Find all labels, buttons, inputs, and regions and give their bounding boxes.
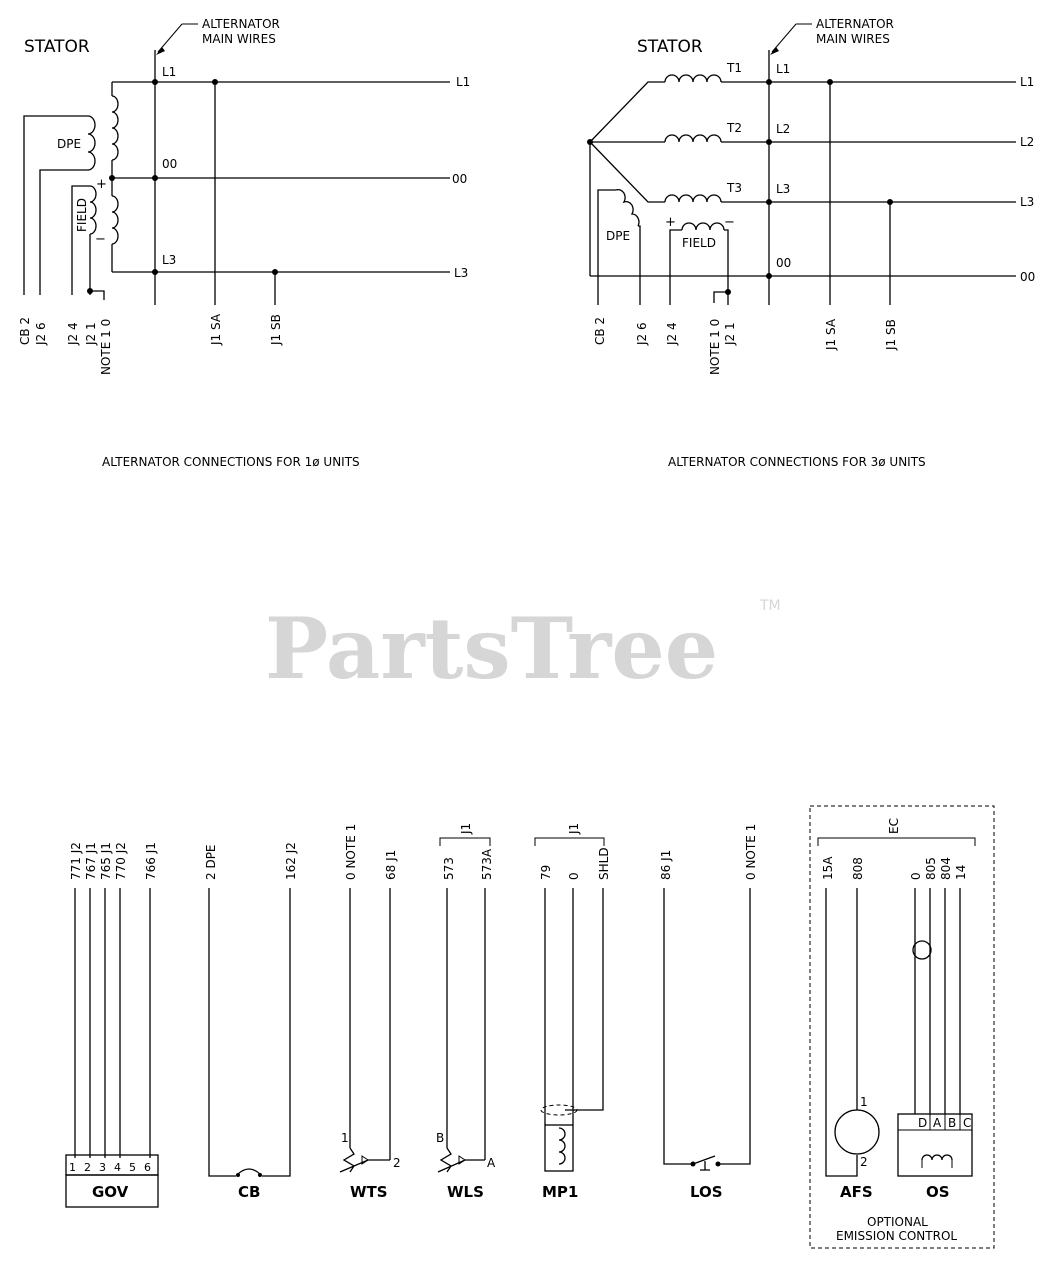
terminal-j2-1-3ph: J2 1: [723, 322, 737, 345]
l2-end-label-3ph: L2: [1020, 135, 1035, 149]
os-pin: D: [918, 1116, 928, 1130]
t2-label: T2: [727, 121, 742, 135]
gov-wire-label: 765 J1: [99, 842, 113, 880]
t1-label: T1: [727, 61, 742, 75]
os-pin: C: [963, 1116, 972, 1130]
caption-1ph: ALTERNATOR CONNECTIONS FOR 1ø UNITS: [102, 455, 360, 469]
junction: [152, 175, 158, 181]
wts-wire-label: 68 J1: [384, 849, 398, 880]
gov-pin: 1: [69, 1161, 76, 1174]
terminal-note-1ph: NOTE 1 0: [99, 318, 113, 375]
ec-group-label: EC: [887, 818, 901, 834]
arrow-head-1ph: [156, 47, 165, 55]
t1-wire: [590, 82, 665, 142]
os-wire-label: 0: [909, 872, 923, 880]
field-minus-3ph: −: [724, 215, 735, 230]
field-plus-1ph: +: [96, 177, 107, 192]
dpe-label-3ph: DPE: [606, 229, 631, 243]
los-wire-label: 86 J1: [659, 849, 673, 880]
mp1-group-label: J1: [567, 822, 581, 834]
terminal-cb2-3ph: CB 2: [593, 316, 607, 345]
wls-arrow: [459, 1156, 465, 1164]
cb-wire-label: 2 DPE: [204, 844, 218, 880]
terminal-j2-4-1ph: J2 4: [66, 322, 80, 345]
cb-label: CB: [238, 1183, 261, 1201]
l3-label-1ph: L3: [162, 253, 177, 267]
terminal-j1-sa-1ph: J1 SA: [209, 313, 223, 345]
contact: [716, 1162, 721, 1167]
gov-pin: 3: [99, 1161, 106, 1174]
l3-label-3ph: L3: [776, 182, 791, 196]
terminal-j1-sa-3ph: J1 SA: [824, 318, 838, 350]
junction: [766, 79, 772, 85]
wls-group-label: J1: [459, 822, 473, 834]
mp1-shield-wire: [565, 888, 603, 1110]
dpe-wire-3ph: [638, 226, 640, 305]
l1-end-label-1ph: L1: [456, 75, 471, 89]
oo-label-1ph: 00: [162, 157, 178, 171]
t3-coil: [665, 195, 721, 202]
cb-component: [204, 842, 298, 1201]
mp1-component: [535, 823, 611, 1201]
afs-pin: 1: [860, 1095, 868, 1109]
afs-wire-label: 15A: [821, 856, 835, 880]
gov-wire-label: 770 J2: [114, 842, 128, 880]
dpe-label-1ph: DPE: [57, 137, 82, 151]
os-label: OS: [926, 1183, 950, 1201]
gov-wire-label: 767 J1: [84, 842, 98, 880]
wts-label: WTS: [350, 1183, 388, 1201]
alt-wires-label-3ph-b: MAIN WIRES: [816, 32, 890, 46]
afs-pin: 2: [860, 1155, 868, 1169]
los-wire-label: 0 NOTE 1: [744, 823, 758, 880]
dpe-coil: [88, 116, 95, 170]
afs-wire-label: 808: [851, 857, 865, 880]
wls-wire-label: 573A: [480, 848, 494, 880]
terminal-j1-sb-3ph: J1 SB: [884, 319, 898, 350]
emission-control-group: [810, 806, 994, 1248]
gov-pin: 5: [129, 1161, 136, 1174]
wls-group-bracket: [440, 838, 490, 846]
stator-coil-lower: [112, 196, 118, 244]
wls-component: [436, 823, 496, 1201]
wls-pin: B: [436, 1131, 445, 1145]
wts-wire-label: 0 NOTE 1: [344, 823, 358, 880]
gov-label: GOV: [92, 1183, 129, 1201]
contact: [236, 1173, 240, 1177]
t3-label: T3: [727, 181, 742, 195]
mp1-wire-label: 0: [567, 872, 581, 880]
terminal-j1-sb-1ph: J1 SB: [269, 314, 283, 345]
stator-label-1ph: STATOR: [24, 37, 90, 57]
field-wire-3ph: [724, 230, 728, 292]
junction: [766, 139, 772, 145]
wts-pin: 1: [341, 1131, 349, 1145]
arrow-head-3ph: [770, 47, 779, 55]
field-label-3ph: FIELD: [682, 236, 716, 250]
alt-wires-label-1ph-a: ALTERNATOR: [202, 17, 280, 31]
l1-label-1ph: L1: [162, 65, 177, 79]
caption-3ph: ALTERNATOR CONNECTIONS FOR 3ø UNITS: [668, 455, 926, 469]
terminal-j2-6-3ph: J2 6: [635, 322, 649, 345]
os-wire-label: 804: [939, 857, 953, 880]
ec-note-line2: EMISSION CONTROL: [836, 1229, 958, 1243]
l1-label-3ph: L1: [776, 62, 791, 76]
l3-end-label-1ph: L3: [454, 266, 469, 280]
gov-pin: 2: [84, 1161, 91, 1174]
alt-wires-label-3ph-a: ALTERNATOR: [816, 17, 894, 31]
three-phase-diagram: [587, 17, 1035, 469]
junction: [152, 269, 158, 275]
wts-arrow: [362, 1156, 368, 1164]
junction: [152, 79, 158, 85]
watermark-tm: TM: [760, 598, 781, 614]
ec-note-line1: OPTIONAL: [867, 1215, 928, 1229]
terminal-j2-4-3ph: J2 4: [665, 322, 679, 345]
os-pin: A: [933, 1116, 942, 1130]
wts-component: [340, 824, 401, 1201]
mp1-coil: [559, 1128, 565, 1164]
oo-end-label-1ph: 00: [452, 172, 468, 186]
field-wire-3ph: [670, 230, 682, 305]
l3-end-label-3ph: L3: [1020, 195, 1035, 209]
ec-group-bracket: [818, 838, 975, 846]
os-pin: B: [948, 1116, 957, 1130]
stator-coil-upper: [112, 96, 118, 160]
cb-breaker-arc: [238, 1169, 260, 1174]
cb-wire: [262, 888, 290, 1176]
afs-label: AFS: [840, 1183, 873, 1201]
contact: [258, 1173, 262, 1177]
junction: [766, 273, 772, 279]
terminal-j2-1-1ph: J2 1: [84, 322, 98, 345]
t2-coil: [665, 135, 721, 142]
stator-label-3ph: STATOR: [637, 37, 703, 57]
l2-label-3ph: L2: [776, 122, 791, 136]
junction: [766, 199, 772, 205]
los-wire: [664, 888, 693, 1164]
cb-wire: [209, 888, 236, 1176]
t1-coil: [665, 75, 721, 82]
los-switch-actuator: [700, 1161, 710, 1170]
terminal-cb2-1ph: CB 2: [18, 316, 32, 345]
mp1-group-bracket: [535, 838, 604, 846]
field-plus-3ph: +: [665, 215, 676, 230]
wls-pin: A: [487, 1156, 496, 1170]
oo-label-3ph: 00: [776, 256, 792, 270]
alt-wires-label-1ph-b: MAIN WIRES: [202, 32, 276, 46]
os-wire-ring: [913, 941, 931, 959]
single-phase-diagram: [18, 17, 470, 469]
wts-pin: 2: [393, 1156, 401, 1170]
mp1-wire-label: SHLD: [597, 847, 611, 880]
mp1-label: MP1: [542, 1183, 579, 1201]
los-label: LOS: [690, 1183, 723, 1201]
cb-wire-label: 162 J2: [284, 842, 298, 880]
field-minus-1ph: −: [95, 232, 106, 247]
gov-wire-label: 766 J1: [144, 842, 158, 880]
field-coil-3ph: [682, 223, 724, 230]
os-wire-label: 14: [954, 864, 968, 880]
l1-end-label-3ph: L1: [1020, 75, 1035, 89]
dpe-coil-3ph: [616, 190, 639, 226]
gov-pin: 6: [144, 1161, 151, 1174]
gov-wire-label: 771 J2: [69, 842, 83, 880]
terminal-j2-6-1ph: J2 6: [34, 322, 48, 345]
afs-sensor: [835, 1110, 879, 1154]
terminal-note-3ph: NOTE 1 0: [708, 318, 722, 375]
oo-end-label-3ph: 00: [1020, 270, 1036, 284]
watermark: PartsTree: [265, 599, 719, 698]
t3-wire: [590, 142, 665, 202]
wls-wire-label: 573: [442, 857, 456, 880]
los-component: [659, 824, 758, 1201]
field-coil: [90, 186, 96, 234]
afs-wire: [826, 888, 857, 1176]
wls-label: WLS: [447, 1183, 484, 1201]
os-wire-label: 805: [924, 857, 938, 880]
los-switch-blade: [693, 1156, 715, 1164]
gov-pin: 4: [114, 1161, 121, 1174]
dpe-wire-3ph: [598, 190, 616, 305]
field-label-1ph: FIELD: [75, 198, 89, 232]
gov-component: [66, 842, 158, 1207]
los-wire: [718, 888, 750, 1164]
os-heater-coil: [922, 1155, 952, 1160]
mp1-wire-label: 79: [539, 864, 553, 880]
